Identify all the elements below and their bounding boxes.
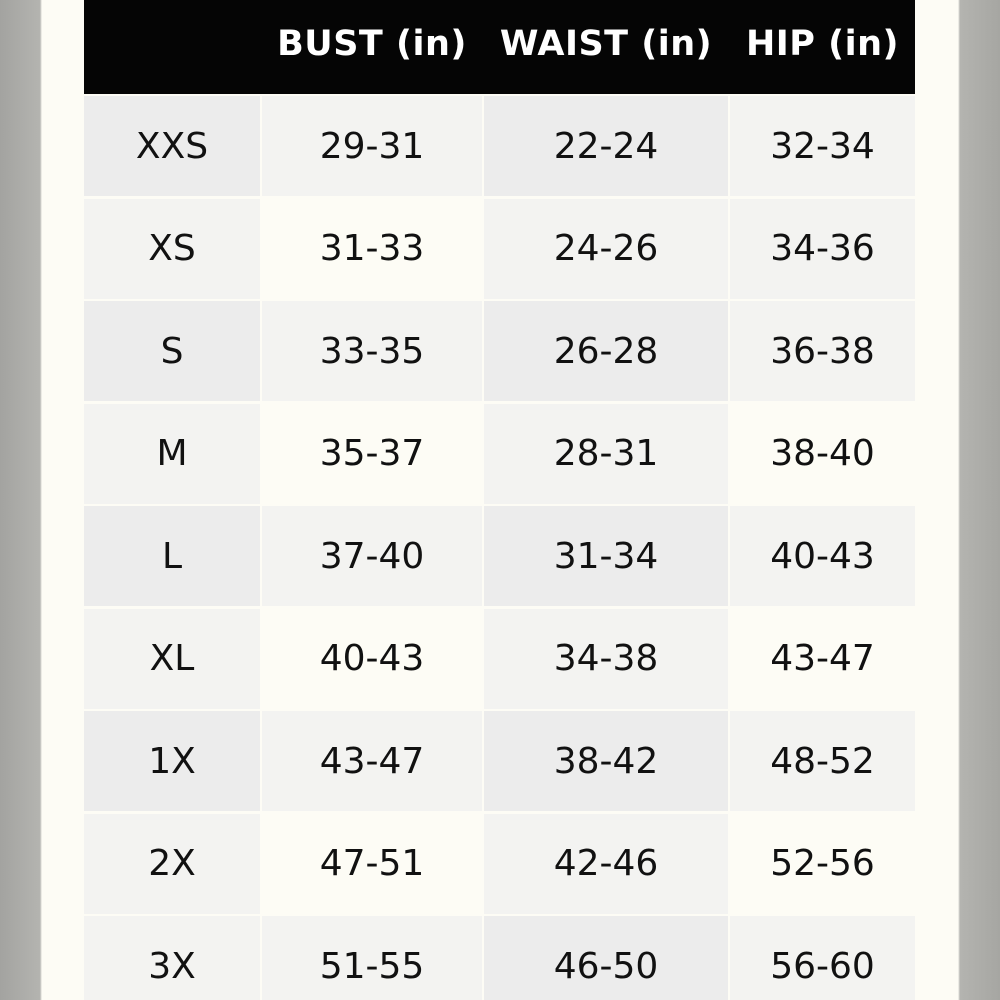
hip-cell: 48-52 bbox=[730, 711, 915, 811]
hip-cell: 52-56 bbox=[730, 814, 915, 914]
table-row bbox=[84, 404, 915, 504]
bust-cell: 37-40 bbox=[262, 506, 482, 606]
waist-cell: 26-28 bbox=[484, 301, 728, 401]
waist-cell: 46-50 bbox=[484, 916, 728, 1000]
table-row bbox=[84, 199, 915, 299]
size-cell: S bbox=[84, 301, 260, 401]
size-cell: 2X bbox=[84, 814, 260, 914]
size-chart-table bbox=[84, 0, 915, 1000]
bust-cell: 35-37 bbox=[262, 404, 482, 504]
waist-cell: 22-24 bbox=[484, 96, 728, 196]
bust-cell: 29-31 bbox=[262, 96, 482, 196]
header-bust: BUST (in) bbox=[277, 24, 467, 64]
header-waist: WAIST (in) bbox=[499, 24, 713, 64]
waist-cell: 38-42 bbox=[484, 711, 728, 811]
size-cell: 1X bbox=[84, 711, 260, 811]
table-row bbox=[84, 711, 915, 811]
header-size bbox=[84, 0, 260, 88]
bust-cell: 40-43 bbox=[262, 609, 482, 709]
waist-cell: 42-46 bbox=[484, 814, 728, 914]
size-cell: M bbox=[84, 404, 260, 504]
size-cell: L bbox=[84, 506, 260, 606]
hip-cell: 43-47 bbox=[730, 609, 915, 709]
waist-cell: 28-31 bbox=[484, 404, 728, 504]
hip-cell: 34-36 bbox=[730, 199, 915, 299]
table-row bbox=[84, 506, 915, 606]
hip-cell: 40-43 bbox=[730, 506, 915, 606]
waist-cell: 31-34 bbox=[484, 506, 728, 606]
bust-cell: 43-47 bbox=[262, 711, 482, 811]
waist-cell: 34-38 bbox=[484, 609, 728, 709]
table-header-row bbox=[84, 0, 915, 94]
hip-cell: 38-40 bbox=[730, 404, 915, 504]
hip-cell: 36-38 bbox=[730, 301, 915, 401]
bust-cell: 51-55 bbox=[262, 916, 482, 1000]
bust-cell: 33-35 bbox=[262, 301, 482, 401]
table-row bbox=[84, 916, 915, 1000]
bust-cell: 47-51 bbox=[262, 814, 482, 914]
size-cell: XL bbox=[84, 609, 260, 709]
table-row bbox=[84, 609, 915, 709]
table-row bbox=[84, 96, 915, 196]
size-cell: XS bbox=[84, 199, 260, 299]
table-row bbox=[84, 814, 915, 914]
hip-cell: 32-34 bbox=[730, 96, 915, 196]
header-hip: HIP (in) bbox=[745, 24, 900, 64]
size-cell: XXS bbox=[84, 96, 260, 196]
bust-cell: 31-33 bbox=[262, 199, 482, 299]
size-cell: 3X bbox=[84, 916, 260, 1000]
waist-cell: 24-26 bbox=[484, 199, 728, 299]
hip-cell: 56-60 bbox=[730, 916, 915, 1000]
table-row bbox=[84, 301, 915, 401]
